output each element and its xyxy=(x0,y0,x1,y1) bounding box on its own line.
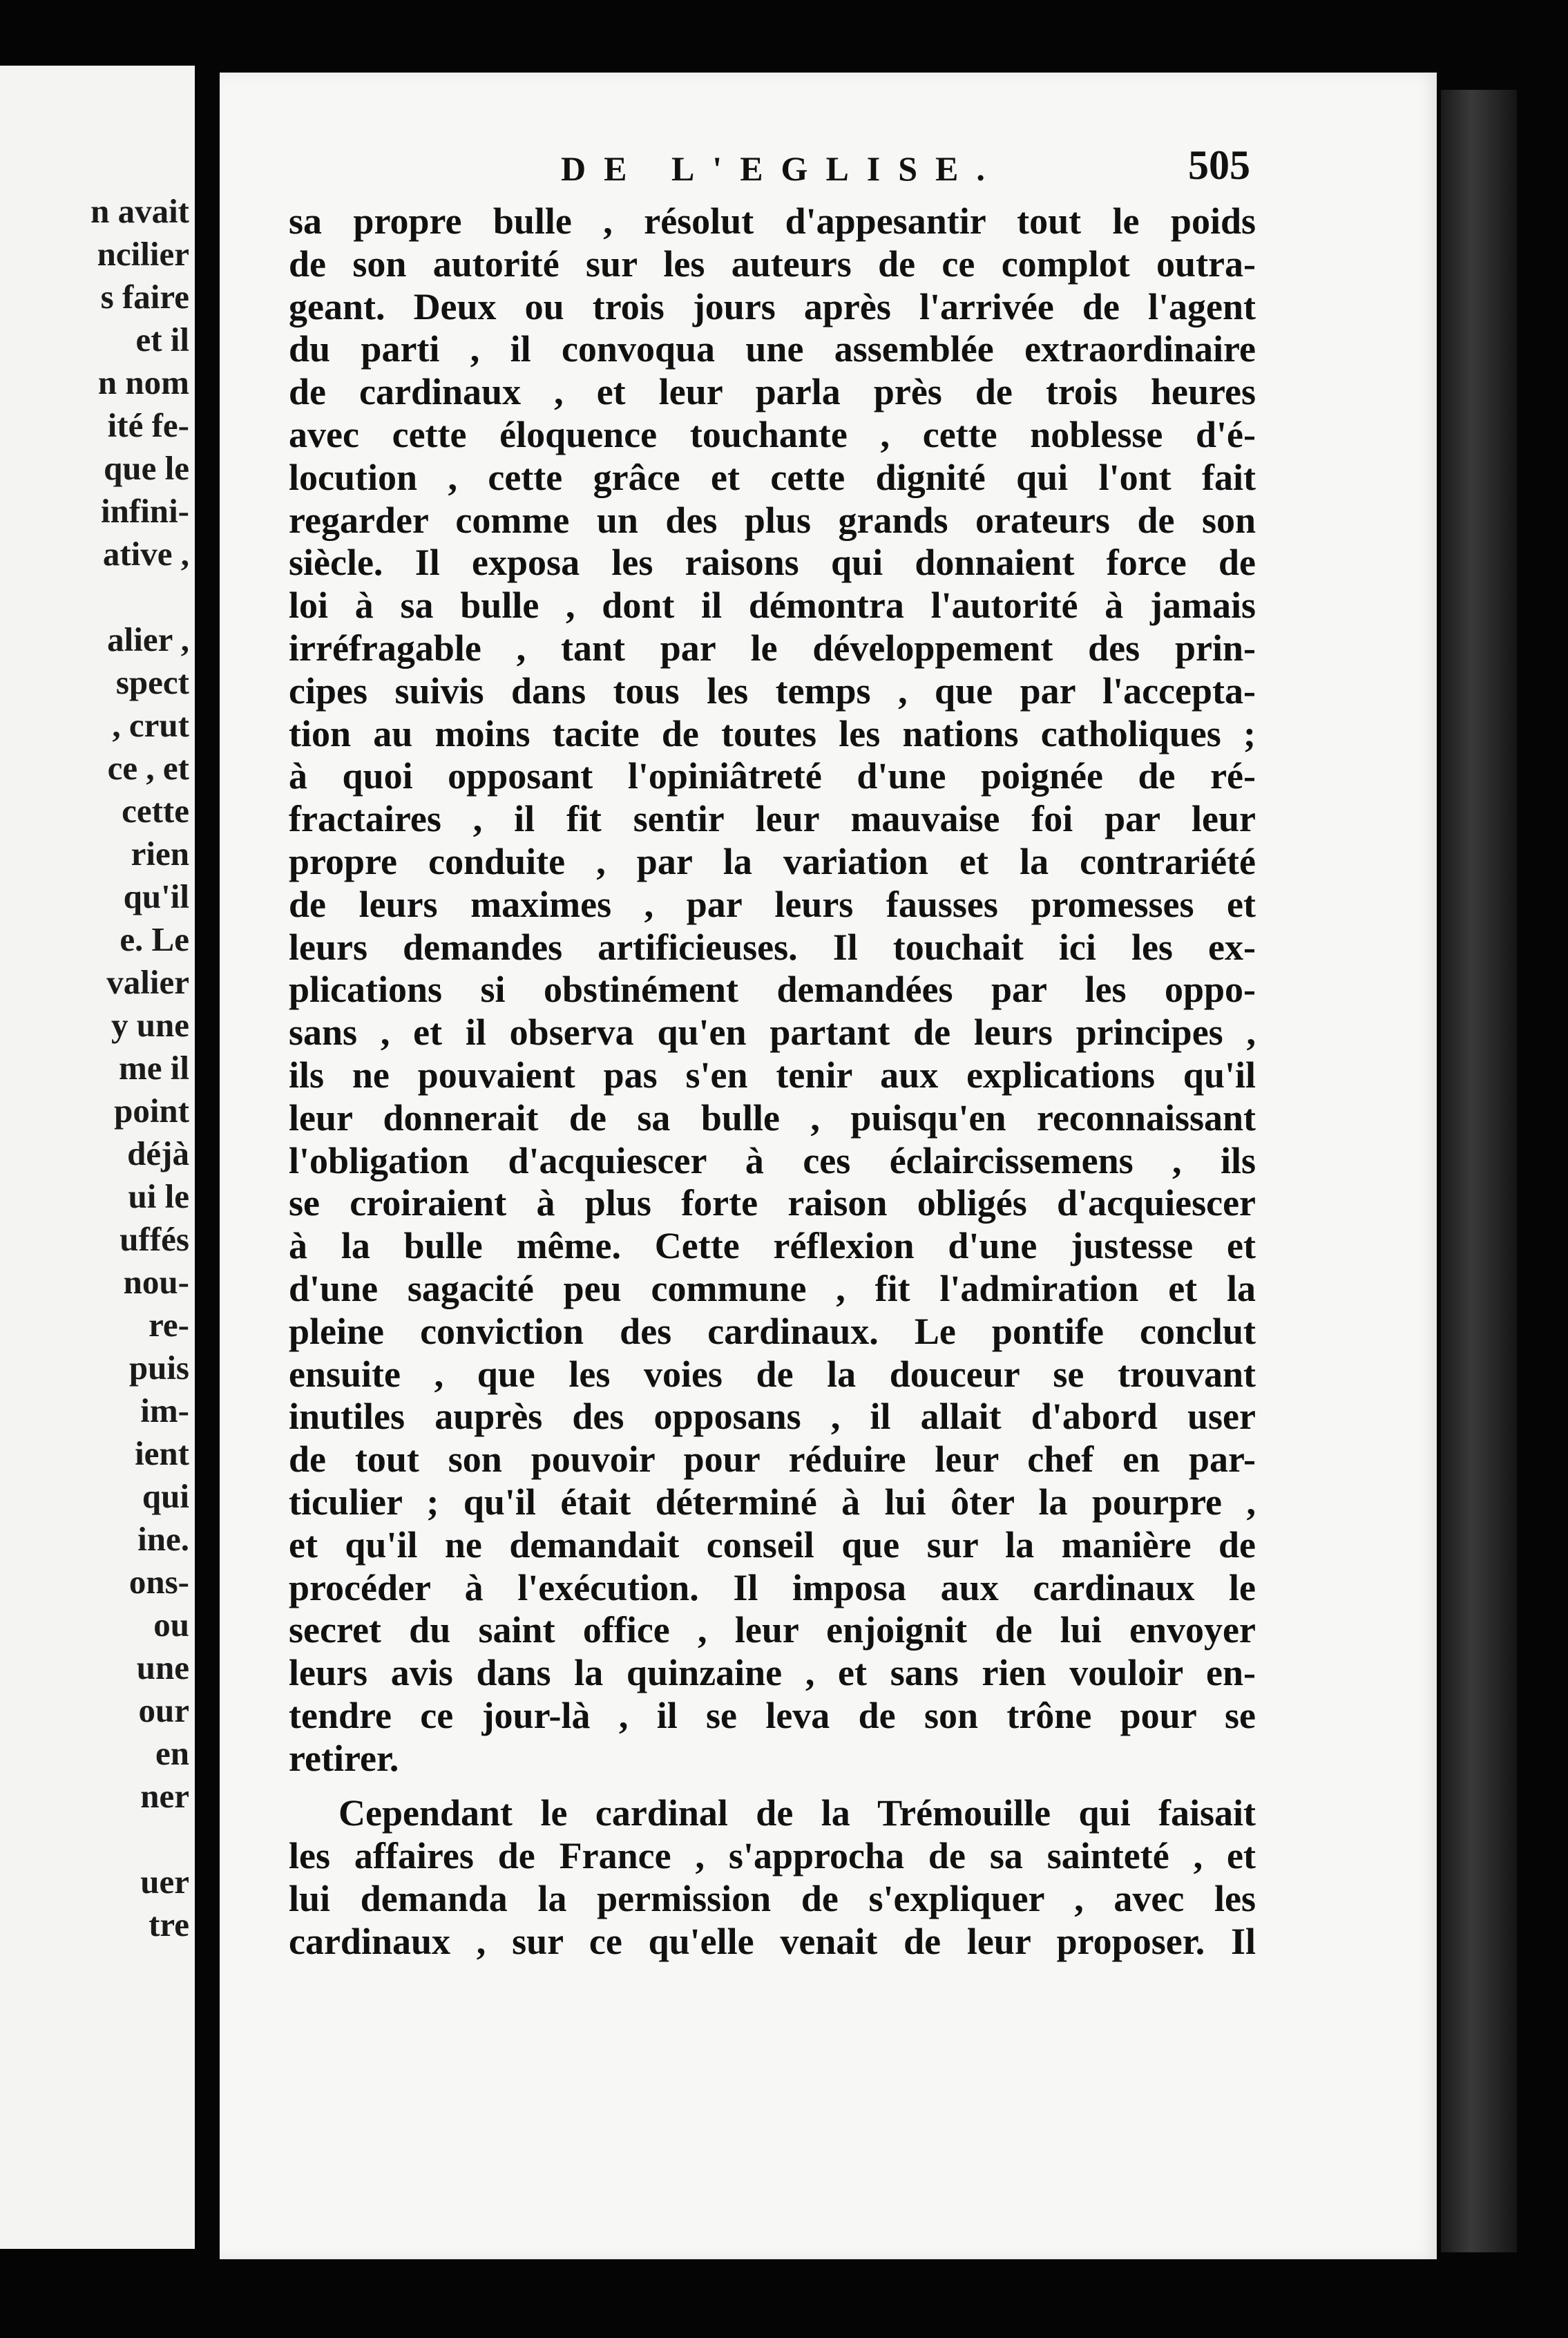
paragraph-gap xyxy=(289,1780,1256,1792)
left-page-text xyxy=(90,190,189,1946)
left-page-line xyxy=(90,576,189,618)
left-page-line: n nom xyxy=(97,363,189,401)
left-page-line: n avait xyxy=(90,192,189,230)
text-line: d'une sagacité peu commune , fit l'admiration et la xyxy=(289,1267,1256,1309)
text-line: se croiraient à plus forte raison obligés d'acquiescer xyxy=(289,1182,1256,1224)
text-line: fractaires , il fit sentir leur mauvaise foi par leur xyxy=(289,798,1256,840)
text-line: geant. Deux ou trois jours après l'arrivée de l'agent xyxy=(289,285,1256,327)
left-page-line: ce , et xyxy=(107,749,189,787)
text-line: ils ne pouvaient pas s'en tenir aux explications qu'il xyxy=(289,1054,1256,1096)
left-page-line: cette xyxy=(122,792,189,830)
text-line: lui demanda la permission de s'expliquer , avec les xyxy=(289,1878,1256,1920)
left-page-line: e. Le xyxy=(119,920,189,958)
text-line: pleine conviction des cardinaux. Le pontife conclut xyxy=(289,1310,1256,1352)
left-page-line: qui xyxy=(142,1477,189,1515)
left-page-line: valier xyxy=(106,963,189,1001)
text-line: et qu'il ne demandait conseil que sur la manière de xyxy=(289,1523,1256,1566)
left-page-line: me il xyxy=(118,1049,189,1087)
text-line: tendre ce jour-là , il se leva de son trône pour se xyxy=(289,1694,1256,1736)
left-page-line: ons- xyxy=(128,1563,189,1601)
text-line: Cependant le cardinal de la Trémouille qui faisait xyxy=(338,1792,1256,1834)
left-page-line: qu'il xyxy=(123,877,189,915)
left-page-line: ité fe- xyxy=(107,406,189,444)
left-page-line: alier , xyxy=(107,620,189,658)
text-line: l'obligation d'acquiescer à ces éclaircissemens , ils xyxy=(289,1139,1256,1181)
running-head: DE L'EGLISE. xyxy=(561,149,1003,188)
left-page-line: en xyxy=(155,1734,189,1772)
left-page-line: une xyxy=(136,1648,189,1686)
left-page-line: ncilier xyxy=(97,235,189,273)
left-page-line: et il xyxy=(135,321,189,359)
text-line: loi à sa bulle , dont il démontra l'autorité à jamais xyxy=(289,584,1256,627)
paragraph xyxy=(289,1792,1256,1963)
text-line: à quoi opposant l'opiniâtreté d'une poignée de ré- xyxy=(289,755,1256,797)
text-line: ensuite , que les voies de la douceur se trouvant xyxy=(289,1353,1256,1395)
text-line: siècle. Il exposa les raisons qui donnaient force de xyxy=(289,542,1256,584)
left-page-line: ative , xyxy=(102,535,189,573)
text-line: inutiles auprès des opposans , il allait d'abord user xyxy=(289,1396,1256,1438)
text-line: propre conduite , par la variation et la contrariété xyxy=(289,840,1256,882)
text-line: cardinaux , sur ce qu'elle venait de leur proposer. Il xyxy=(289,1920,1256,1962)
left-page-line: our xyxy=(138,1691,189,1729)
left-page-line: ou xyxy=(153,1606,189,1644)
text-line: leur donnerait de sa bulle , puisqu'en reconnaissant xyxy=(289,1096,1256,1139)
left-page-line: déjà xyxy=(127,1134,189,1172)
left-page-line: y une xyxy=(111,1006,189,1044)
left-page xyxy=(0,66,195,2249)
body-text xyxy=(289,200,1256,1964)
left-page-line: s faire xyxy=(100,278,189,316)
text-line: de leurs maximes , par leurs fausses promesses et xyxy=(289,883,1256,925)
text-line: tion au moins tacite de toutes les nations catholiques ; xyxy=(289,712,1256,754)
text-line: les affaires de France , s'approcha de sa sainteté , et xyxy=(289,1835,1256,1877)
left-page-line: puis xyxy=(128,1349,189,1387)
text-line: du parti , il convoqua une assemblée extraordinaire xyxy=(289,328,1256,370)
page-header xyxy=(333,142,1250,204)
paragraph xyxy=(289,200,1256,1780)
left-page-line: uer xyxy=(140,1863,189,1901)
left-page-line xyxy=(90,1818,189,1861)
text-line: leurs demandes artificieuses. Il touchait ici les ex- xyxy=(289,926,1256,968)
text-line: cipes suivis dans tous les temps , que par l'accepta- xyxy=(289,669,1256,712)
left-page-line: ui le xyxy=(128,1177,189,1215)
text-line: ticulier ; qu'il était déterminé à lui ôter la pourpre , xyxy=(289,1481,1256,1523)
left-page-line: ient xyxy=(135,1434,189,1472)
text-line: avec cette éloquence touchante , cette noblesse d'é- xyxy=(289,413,1256,455)
left-page-line: spect xyxy=(115,663,189,701)
left-page-line: infini- xyxy=(101,492,189,530)
text-line: leurs avis dans la quinzaine , et sans rien vouloir en- xyxy=(289,1652,1256,1694)
left-page-line: rien xyxy=(131,835,189,873)
text-line: sa propre bulle , résolut d'appesantir tout le poids xyxy=(289,200,1256,242)
page-edge xyxy=(1441,90,1517,2252)
text-line: de cardinaux , et leur parla près de trois heures xyxy=(289,371,1256,413)
left-page-line: que le xyxy=(104,449,189,487)
text-line: à la bulle même. Cette réflexion d'une justesse et xyxy=(289,1225,1256,1267)
text-line: de son autorité sur les auteurs de ce complot outra- xyxy=(289,243,1256,285)
left-page-line: ner xyxy=(140,1777,189,1815)
left-page-line: , crut xyxy=(112,706,189,744)
page-number: 505 xyxy=(1188,142,1250,188)
left-page-line: uffés xyxy=(119,1220,189,1258)
text-line: plications si obstinément demandées par les oppo- xyxy=(289,969,1256,1011)
text-line: retirer. xyxy=(289,1737,399,1779)
left-page-line: im- xyxy=(140,1391,189,1429)
text-line: de tout son pouvoir pour réduire leur chef en par- xyxy=(289,1438,1256,1481)
text-line: locution , cette grâce et cette dignité qui l'ont fait xyxy=(289,456,1256,498)
text-line: irréfragable , tant par le développement des prin- xyxy=(289,627,1256,669)
left-page-line: ine. xyxy=(137,1520,189,1558)
text-line: sans , et il observa qu'en partant de leurs principes , xyxy=(289,1011,1256,1054)
text-line: secret du saint office , leur enjoignit de lui envoyer xyxy=(289,1609,1256,1651)
text-line: regarder comme un des plus grands orateurs de son xyxy=(289,499,1256,541)
left-page-line: nou- xyxy=(123,1263,189,1301)
left-page-line: point xyxy=(114,1092,189,1130)
left-page-line: tre xyxy=(149,1905,189,1943)
text-line: procéder à l'exécution. Il imposa aux cardinaux le xyxy=(289,1566,1256,1608)
left-page-line: re- xyxy=(149,1306,189,1344)
